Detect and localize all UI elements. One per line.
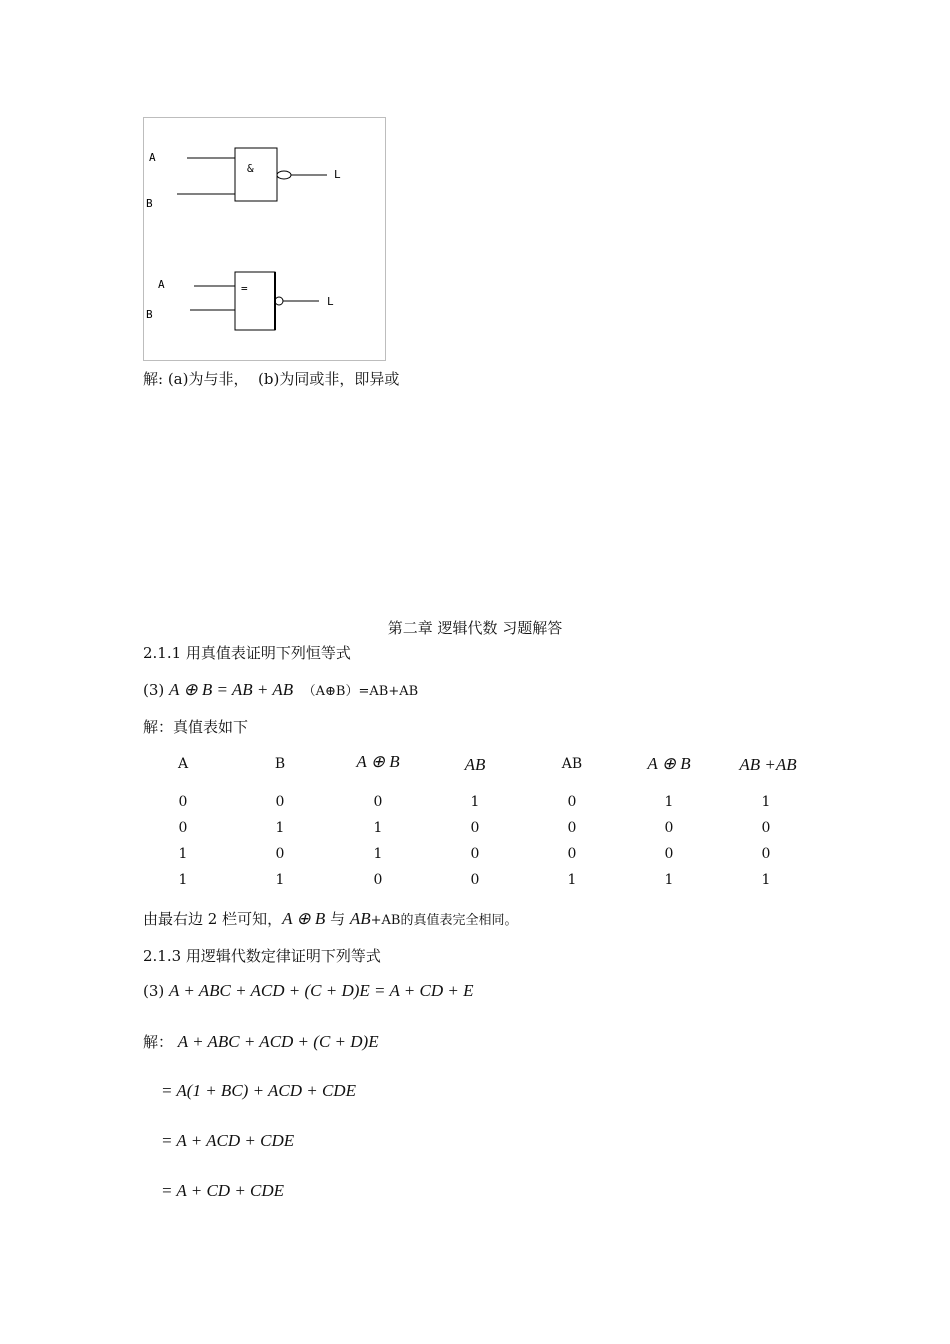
table-cell: 1: [470, 794, 480, 810]
derivation-step: = A(1 + BC) + ACD + CDE: [161, 1081, 356, 1100]
table-cell: 1: [664, 872, 674, 888]
problem-213-heading: 2.1.3 用逻辑代数定律证明下列等式: [143, 947, 381, 965]
table-header-cell: AB +AB: [739, 755, 797, 774]
table-cell: 0: [761, 846, 771, 862]
gate-a-body: [235, 148, 277, 201]
table-cell: 1: [178, 872, 188, 888]
table-cell: 0: [567, 794, 577, 810]
table-cell: 1: [761, 872, 771, 888]
table-cell: 1: [373, 846, 383, 862]
problem-211-solution-intro: 解：真值表如下: [143, 718, 249, 736]
conclusion: [143, 908, 517, 929]
problem-211-statement: [143, 680, 418, 700]
gate-a-symbol: &: [247, 162, 254, 175]
gate-a-input-a-label: A: [149, 151, 156, 164]
gate-b-symbol: =: [241, 282, 248, 295]
table-header-cell: AB: [561, 756, 583, 772]
table-header-cell: AB: [464, 755, 486, 774]
table-cell: 0: [664, 846, 674, 862]
table-cell: 1: [761, 794, 771, 810]
table-cell: 1: [373, 820, 383, 836]
problem-211-item-label: (3): [143, 681, 165, 699]
table-cell: 1: [178, 846, 188, 862]
table-cell: 1: [567, 872, 577, 888]
table-cell: 0: [373, 872, 383, 888]
table-cell: 0: [664, 820, 674, 836]
answer-part-a: (a)为与非，: [167, 370, 249, 388]
table-cell: 0: [373, 794, 383, 810]
table-cell: 0: [178, 794, 188, 810]
table-header-cell: A: [177, 756, 189, 772]
gate-b-output-label: L: [327, 295, 334, 308]
table-cell: 0: [567, 820, 577, 836]
problem-211-equation-plain: （A⊕B）=AB+AB: [302, 684, 419, 699]
derivation-step: A + ABC + ACD + (C + D)E: [177, 1032, 379, 1051]
problem-213-item-label: (3): [143, 982, 165, 1000]
answer-prefix: 解:: [143, 370, 168, 388]
table-cell: 1: [275, 872, 285, 888]
table-cell: 0: [275, 794, 285, 810]
table-cell: 1: [664, 794, 674, 810]
logic-gate-diagram: [144, 118, 387, 362]
gate-b-input-a-label: A: [158, 278, 165, 291]
logic-gate-figure: [143, 117, 386, 361]
chapter-title: 第二章 逻辑代数 习题解答: [387, 619, 563, 637]
gate-a-output-label: L: [334, 168, 341, 181]
problem-211-equation: A ⊕ B = AB + AB: [169, 680, 294, 699]
table-cell: 0: [761, 820, 771, 836]
derivation-step: = A + ACD + CDE: [161, 1131, 295, 1150]
conclusion-expr1: A ⊕ B: [282, 909, 326, 928]
table-header-cell: A ⊕ B: [647, 754, 691, 773]
table-cell: 0: [567, 846, 577, 862]
table-cell: 0: [470, 846, 480, 862]
gate-a-inversion-bubble: [277, 171, 291, 179]
conclusion-expr2: AB: [349, 909, 371, 928]
problem-213-equation: A + ABC + ACD + (C + D)E = A + CD + E: [169, 981, 474, 1000]
answer-part-b: (b)为同或非，即异或: [258, 370, 400, 388]
conclusion-lead: 由最右边 2 栏可知，: [143, 910, 283, 928]
table-cell: 1: [275, 820, 285, 836]
gate-b-input-b-label: B: [146, 308, 153, 321]
table-cell: 0: [178, 820, 188, 836]
conclusion-mid: 与: [325, 910, 350, 928]
problem-213-solution: [143, 1031, 379, 1052]
gate-b-body: [235, 272, 275, 330]
conclusion-tail: +AB的真值表完全相同。: [370, 913, 518, 928]
table-cell: 0: [275, 846, 285, 862]
table-header-cell: A ⊕ B: [356, 752, 400, 771]
table-cell: 0: [470, 820, 480, 836]
table-cell: 0: [470, 872, 480, 888]
gate-b-inversion-bubble: [275, 297, 283, 305]
problem-211-heading: 2.1.1 用真值表证明下列恒等式: [143, 644, 351, 662]
solution-label: 解：: [143, 1033, 174, 1051]
table-header-cell: B: [274, 756, 286, 772]
figure-answer: [143, 368, 399, 389]
derivation-step: = A + CD + CDE: [161, 1181, 285, 1200]
problem-213-statement: [143, 981, 474, 1001]
gate-a-input-b-label: B: [146, 197, 153, 210]
